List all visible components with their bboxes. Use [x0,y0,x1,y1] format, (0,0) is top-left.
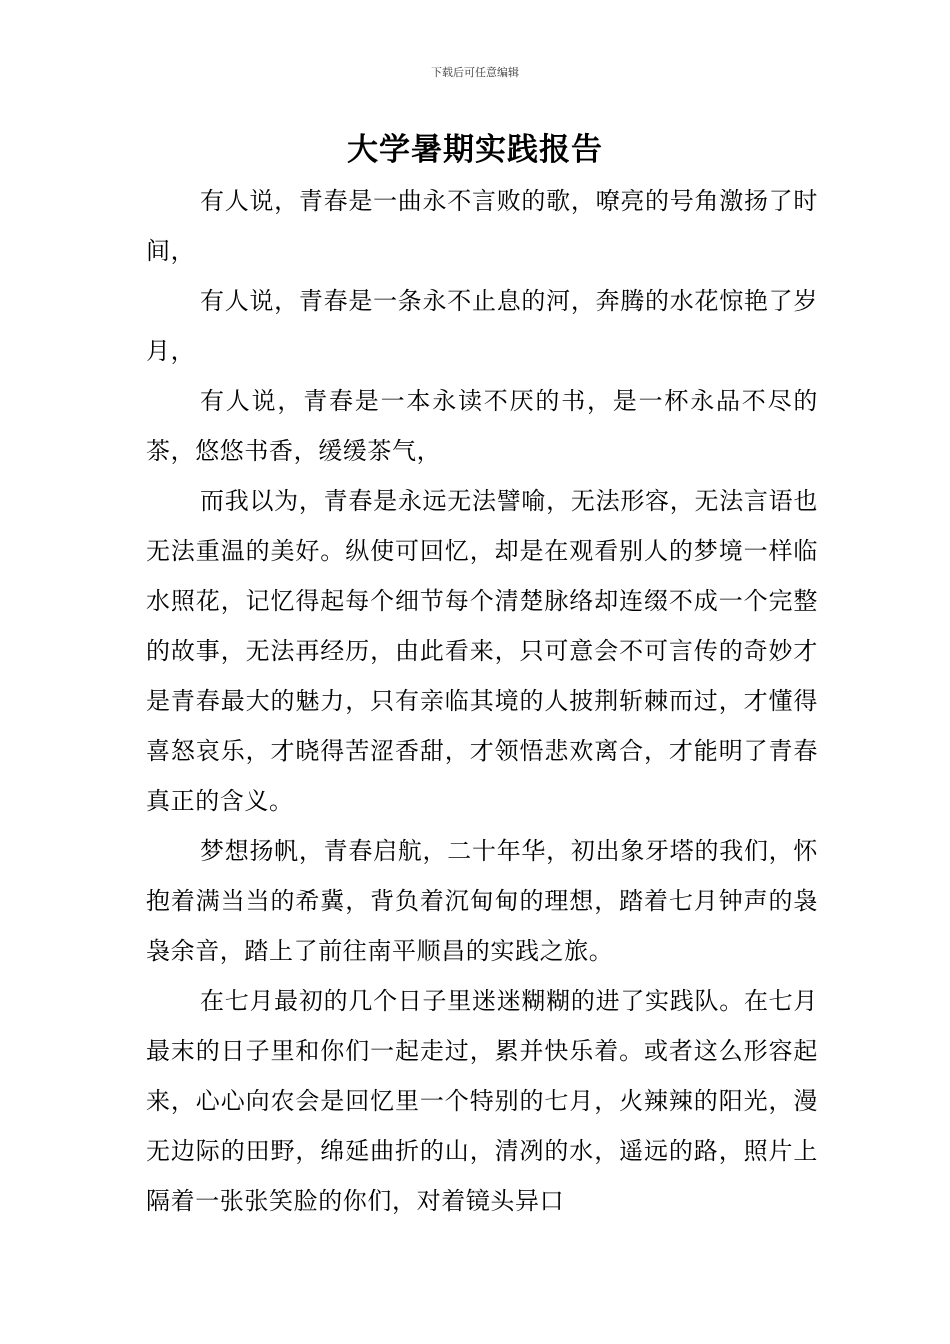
paragraph: 在七月最初的几个日子里迷迷糊糊的进了实践队。在七月最末的日子里和你们一起走过，累并快乐着。或者这么形容起来，心心向农会是回忆里一个特别的七月，火辣辣的阳光，漫无边际的田野，绵延曲折的山，清冽的水，遥远的路，照片上隔着一张张笑脸的你们，对着镜头异口 [146,987,818,1215]
document-title: 大学暑期实践报告 [347,132,603,168]
header-note: 下载后可任意编辑 [431,66,519,79]
paragraph: 而我以为，青春是永远无法譬喻，无法形容，无法言语也无法重温的美好。纵使可回忆，却是在观看别人的梦境一样临水照花，记忆得起每个细节每个清楚脉络却连缀不成一个完整的故事，无法再经历，由此看来，只可意会不可言传的奇妙才是青春最大的魅力，只有亲临其境的人披荆斩棘而过，才懂得喜怒哀乐，才晓得苦涩香甜，才领悟悲欢离合，才能明了青春真正的含义。 [146,487,818,815]
paragraph: 有人说，青春是一曲永不言败的歌，嘹亮的号角激扬了时间， [146,187,818,265]
paragraph: 有人说，青春是一本永读不厌的书，是一杯永品不尽的茶，悠悠书香，缓缓茶气， [146,387,818,465]
document-body [146,176,818,1226]
paragraph: 梦想扬帆，青春启航，二十年华，初出象牙塔的我们，怀抱着满当当的希冀，背负着沉甸甸的理想，踏着七月钟声的袅袅余音，踏上了前往南平顺昌的实践之旅。 [146,837,818,965]
paragraph: 有人说，青春是一条永不止息的河，奔腾的水花惊艳了岁月， [146,287,818,365]
